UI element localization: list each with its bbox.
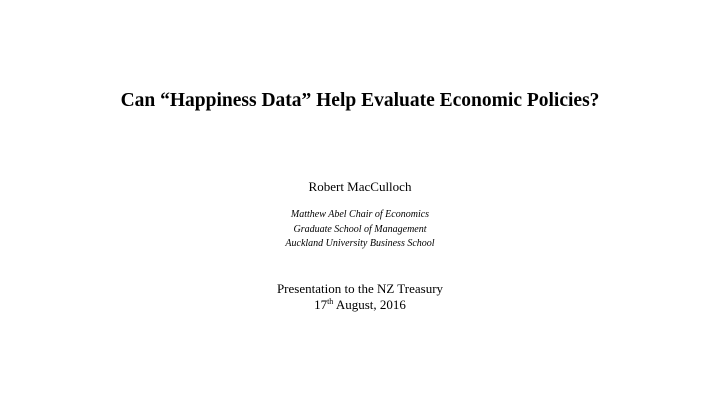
affiliation-chair: Matthew Abel Chair of Economics	[290, 209, 430, 220]
affiliation-university: Auckland University Business School	[285, 238, 435, 249]
date-day: 17	[314, 297, 328, 312]
presentation-date	[0, 297, 720, 313]
slide-title: Can “Happiness Data” Help Evaluate Economic Policies?	[120, 90, 600, 111]
date-rest: August, 2016	[333, 297, 406, 312]
presentation-venue: Presentation to the NZ Treasury	[276, 281, 444, 296]
author-affiliations	[0, 208, 720, 252]
presentation-info	[0, 281, 720, 313]
author-name: Robert MacCulloch	[308, 179, 412, 194]
date-day-suffix: th	[327, 297, 334, 306]
affiliation-school: Graduate School of Management	[293, 223, 427, 235]
